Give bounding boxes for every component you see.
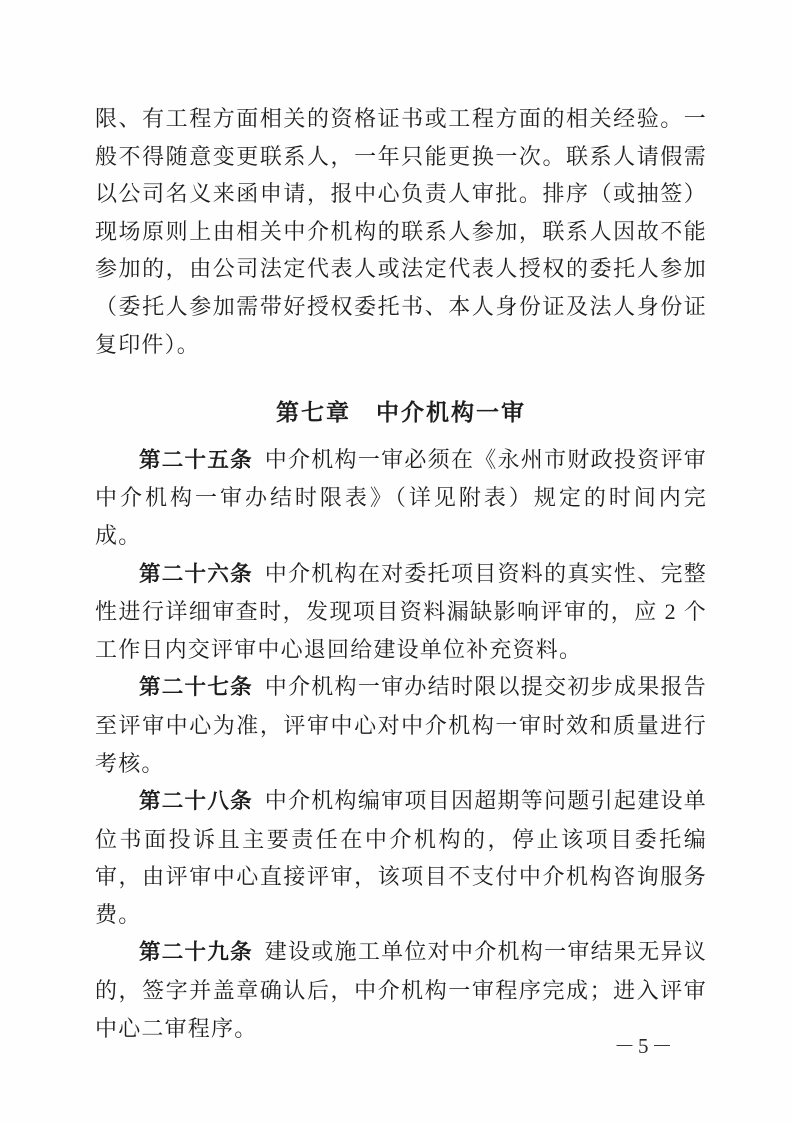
article-text: 中介机构一审办结时限以提交初步成果报告至评审中心为准，评审中心对中介机构一审时效和质量进行考核。 — [95, 674, 707, 776]
page-number: －5－ — [614, 1034, 676, 1058]
article-paragraph — [95, 668, 707, 782]
article-paragraph — [95, 555, 707, 669]
article-text: 中介机构一审必须在《永州市财政投资评审中介机构一审办结时限表》（详见附表）规定的时间内完成。 — [95, 446, 707, 548]
chapter-heading: 第七章 中介机构一审 — [276, 399, 526, 426]
article-number: 第二十七条 — [139, 675, 253, 700]
article-paragraph — [95, 441, 707, 555]
article-number: 第二十六条 — [139, 561, 253, 586]
article-text: 建设或施工单位对中介机构一审结果无异议的，签字并盖章确认后，中介机构一审程序完成；进入评审中心二审程序。 — [95, 939, 707, 1041]
article-paragraph — [95, 782, 707, 933]
article-number: 第二十九条 — [139, 940, 253, 965]
paragraph-continuation: 限、有工程方面相关的资格证书或工程方面的相关经验。一般不得随意变更联系人，一年只能更换一次。联系人请假需以公司名义来函申请，报中心负责人审批。排序（或抽签）现场原则上由相关中介机构的联系人参加，联系人因故不能参加的，由公司法定代表人或法定代表人授权的委托人参加（委托人参加需带好授权委托书、本人身份证及法人身份证复印件）。 — [95, 106, 707, 357]
article-text: 中介机构编审项目因超期等问题引起建设单位书面投诉且主要责任在中介机构的，停止该项目委托编审，由评审中心直接评审，该项目不支付中介机构咨询服务费。 — [95, 788, 707, 927]
article-text: 中介机构在对委托项目资料的真实性、完整性进行详细审查时，发现项目资料漏缺影响评审的，应 2 个工作日内交评审中心退回给建设单位补充资料。 — [95, 560, 707, 662]
article-number: 第二十八条 — [139, 789, 253, 814]
article-number: 第二十五条 — [139, 447, 253, 472]
